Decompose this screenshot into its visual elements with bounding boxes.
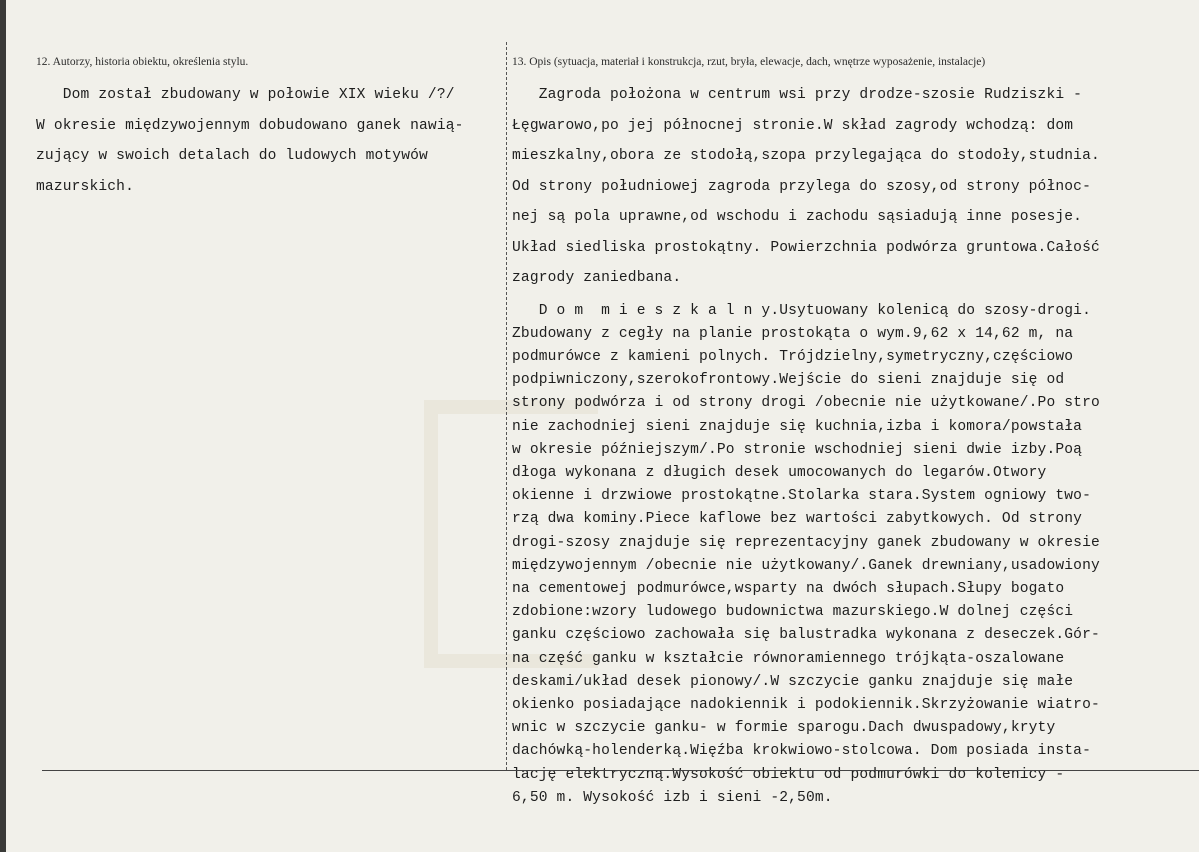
record-card bbox=[6, 0, 1199, 852]
description-section bbox=[512, 56, 1196, 810]
section-12-heading: 12. Autorzy, historia obiektu, określenia stylu. bbox=[36, 56, 249, 68]
column-divider bbox=[506, 42, 507, 770]
bottom-rule bbox=[42, 770, 1199, 771]
authors-history-section bbox=[36, 56, 504, 202]
section-13-heading: 13. Opis (sytuacja, materiał i konstrukcja, rzut, bryła, elewacje, dach, wnętrze wyposażenie, instalacje) bbox=[512, 56, 986, 68]
section-13-paragraph-house: D o m m i e s z k a l n y.Usytuowany kolenicą do szosy-drogi. Zbudowany z cegły na planie prostokąta o wym.9,62 x 14,62 m, na podmurówce z kamieni polnych. Trójdzielny,symetryczny,częściowo podpiwniczony,szerokofrontowy.Wejście do sieni znajduje się od strony podwórza i od strony drogi /obecnie nie użytkowane/.Po stro nie zachodniej sieni znajduje się kuchnia,izba i komora/powstała w okresie późniejszym/.Po stronie wschodniej sieni dwie izby.Poą dłoga wykonana z długich desek umocowanych do legarów.Otwory okienne i drzwiowe prostokątne.Stolarka stara.System ogniowy two- rzą dwa kominy.Piece kaflowe bez wartości zabytkowych. Od strony drogi-szosy znajduje się reprezentacyjny ganek zbudowany w okresie międzywojennym /obecnie nie użytkowany/.Ganek drewniany,usadowiony na cementowej podmurówce,wsparty na dwóch słupach.Słupy bogato zdobione:wzory ludowego budownictwa mazurskiego.W dolnej części ganku częściowo zachowała się balustradka wykonana z deseczek.Gór- na część ganku w kształcie równoramiennego trójkąta-oszalowane deskami/układ desek pionowy/.W szczycie ganku znajduje się małe okienko posiadające nadokiennik i podokiennik.Skrzyżowanie wiatro- wnic w szczycie ganku- w formie sparogu.Dach dwuspadowy,kryty dachówką-holenderką.Więźba krokwiowo-stolcowa. Dom posiada insta- lację elektryczną.Wysokość obiektu od podmurówki do kolenicy - 6,50 m. Wysokość izb i sieni -2,50m. bbox=[512, 302, 1100, 806]
section-13-paragraph-farmstead: Zagroda położona w centrum wsi przy drodze-szosie Rudziszki - Łęgwarowo,po jej północnej stronie.W skład zagrody wchodzą: dom mieszkalny,obora ze stodołą,szopa przylegająca do stodoły,studnia. Od strony południowej zagroda przylega do szosy,od strony północ- nej są pola uprawne,od wschodu i zachodu sąsiadują inne posesje. Układ siedliska prostokątny. Powierzchnia podwórza gruntowa.Całość zagrody zaniedbana. bbox=[512, 87, 1100, 286]
section-12-text: Dom został zbudowany w połowie XIX wieku /?/ W okresie międzywojennym dobudowano ganek nawią- zujący w swoich detalach do ludowych motywów mazurskich. bbox=[36, 87, 464, 195]
